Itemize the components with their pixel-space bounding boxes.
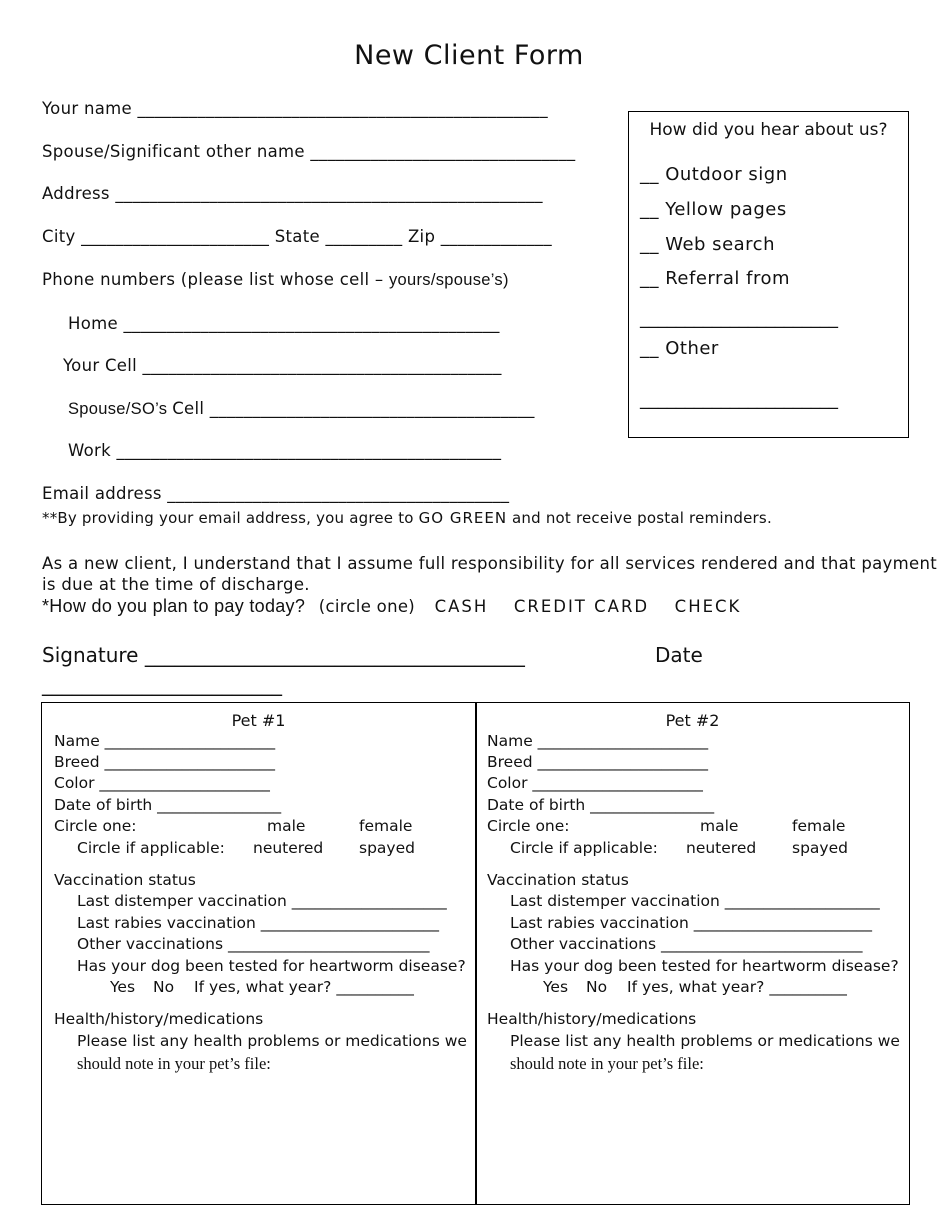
date-field[interactable]: ________________________ bbox=[42, 672, 282, 696]
date-label: Date bbox=[655, 643, 703, 667]
health-instructions: Please list any health problems or medications we bbox=[77, 1032, 467, 1050]
sex-option-female[interactable]: female bbox=[792, 817, 846, 835]
option-outdoor-sign[interactable]: __ Outdoor sign bbox=[640, 164, 788, 185]
state-field[interactable]: State _________ bbox=[274, 227, 403, 246]
health-instructions-2: should note in your pet’s file: bbox=[77, 1054, 271, 1073]
option-web-search[interactable]: __ Web search bbox=[640, 234, 775, 255]
circle-applicable-label: Circle if applicable: bbox=[77, 839, 225, 857]
pet-name-field[interactable]: Name ______________________ bbox=[54, 732, 276, 750]
payment-option-cash[interactable]: CASH bbox=[434, 597, 489, 616]
heartworm-no[interactable]: No bbox=[586, 978, 608, 996]
sex-option-male[interactable]: male bbox=[700, 817, 739, 835]
pet-dob-field[interactable]: Date of birth ________________ bbox=[54, 796, 282, 814]
option-neutered[interactable]: neutered bbox=[253, 839, 324, 857]
referral-blank[interactable]: ______________________ bbox=[640, 308, 838, 329]
hear-about-question: How did you hear about us? bbox=[649, 120, 888, 140]
heartworm-year-field[interactable]: If yes, what year? __________ bbox=[194, 978, 414, 996]
phone-numbers-heading bbox=[42, 270, 509, 290]
sex-option-female[interactable]: female bbox=[359, 817, 413, 835]
email-field[interactable]: Email address ________________________________________ bbox=[42, 484, 510, 503]
rabies-field[interactable]: Last rabies vaccination _______________________ bbox=[510, 914, 872, 932]
work-phone-field[interactable]: Work _____________________________________________ bbox=[68, 441, 502, 460]
option-referral[interactable]: __ Referral from bbox=[640, 268, 791, 289]
payment-row bbox=[42, 596, 741, 617]
pets-table bbox=[41, 702, 910, 1205]
spouse-cell-blank: Cell ______________________________________ bbox=[172, 399, 535, 418]
health-heading: Health/history/medications bbox=[487, 1010, 697, 1028]
home-phone-field[interactable]: Home ____________________________________________ bbox=[68, 314, 500, 333]
spouse-cell-label: Spouse/SO’s bbox=[68, 400, 173, 418]
health-instructions: Please list any health problems or medications we bbox=[510, 1032, 900, 1050]
pet-heading: Pet #2 bbox=[665, 711, 720, 730]
responsibility-line-1: As a new client, I understand that I assume full responsibility for all services rendered and that payment bbox=[42, 554, 937, 573]
option-yellow-pages[interactable]: __ Yellow pages bbox=[640, 199, 787, 220]
heartworm-question: Has your dog been tested for heartworm disease? bbox=[510, 957, 899, 975]
address-field[interactable]: Address __________________________________________________ bbox=[42, 184, 543, 203]
option-spayed[interactable]: spayed bbox=[792, 839, 848, 857]
health-heading: Health/history/medications bbox=[54, 1010, 264, 1028]
pet-dob-field[interactable]: Date of birth ________________ bbox=[487, 796, 715, 814]
option-neutered[interactable]: neutered bbox=[686, 839, 757, 857]
payment-instruction: (circle one) bbox=[318, 597, 416, 616]
phone-heading-text-tail: yours/spouse’s) bbox=[389, 271, 509, 289]
pet-1-panel bbox=[42, 703, 475, 1204]
circle-one-label: Circle one: bbox=[487, 817, 570, 835]
pet-2-panel bbox=[476, 703, 909, 1204]
vaccination-heading: Vaccination status bbox=[487, 871, 629, 889]
hear-about-us-box bbox=[628, 111, 909, 438]
heartworm-question: Has your dog been tested for heartworm disease? bbox=[77, 957, 466, 975]
spouse-cell-field[interactable] bbox=[68, 399, 535, 419]
other-vaccinations-field[interactable]: Other vaccinations __________________________ bbox=[77, 935, 430, 953]
email-note bbox=[42, 509, 772, 527]
circle-one-label: Circle one: bbox=[54, 817, 137, 835]
your-cell-field[interactable]: Your Cell __________________________________________ bbox=[63, 356, 502, 375]
pet-name-field[interactable]: Name ______________________ bbox=[487, 732, 709, 750]
your-name-field[interactable]: Your name ________________________________________________ bbox=[42, 99, 548, 118]
pet-breed-field[interactable]: Breed ______________________ bbox=[487, 753, 709, 771]
option-other[interactable]: __ Other bbox=[640, 338, 719, 359]
heartworm-no[interactable]: No bbox=[153, 978, 175, 996]
health-instructions-2: should note in your pet’s file: bbox=[510, 1054, 704, 1073]
heartworm-year-field[interactable]: If yes, what year? __________ bbox=[627, 978, 847, 996]
other-vaccinations-field[interactable]: Other vaccinations __________________________ bbox=[510, 935, 863, 953]
payment-question: *How do you plan to pay today? bbox=[42, 596, 306, 616]
phone-heading-text: Phone numbers (please list whose cell – bbox=[42, 270, 389, 289]
rabies-field[interactable]: Last rabies vaccination _______________________ bbox=[77, 914, 439, 932]
heartworm-yes[interactable]: Yes bbox=[110, 978, 136, 996]
email-note-text: **By providing your email address, you agree to bbox=[42, 509, 419, 527]
spouse-name-field[interactable]: Spouse/Significant other name _______________________________ bbox=[42, 142, 576, 161]
form-title: New Client Form bbox=[354, 40, 584, 71]
circle-applicable-label: Circle if applicable: bbox=[510, 839, 658, 857]
option-spayed[interactable]: spayed bbox=[359, 839, 415, 857]
pet-breed-field[interactable]: Breed ______________________ bbox=[54, 753, 276, 771]
heartworm-yes[interactable]: Yes bbox=[543, 978, 569, 996]
signature-field[interactable]: Signature ______________________________________ bbox=[42, 643, 525, 667]
pet-color-field[interactable]: Color ______________________ bbox=[54, 774, 270, 792]
responsibility-line-2: is due at the time of discharge. bbox=[42, 575, 310, 594]
go-green-text: GO GREEN bbox=[418, 509, 508, 527]
email-note-tail: and not receive postal reminders. bbox=[507, 509, 772, 527]
payment-option-check[interactable]: CHECK bbox=[674, 597, 742, 616]
distemper-field[interactable]: Last distemper vaccination ____________________ bbox=[77, 892, 447, 910]
payment-option-credit-card[interactable]: CREDIT CARD bbox=[513, 597, 650, 616]
other-blank[interactable]: ______________________ bbox=[640, 389, 838, 410]
city-state-zip-row bbox=[42, 227, 552, 246]
vaccination-heading: Vaccination status bbox=[54, 871, 196, 889]
sex-option-male[interactable]: male bbox=[267, 817, 306, 835]
distemper-field[interactable]: Last distemper vaccination ____________________ bbox=[510, 892, 880, 910]
pet-heading: Pet #1 bbox=[231, 711, 286, 730]
zip-field[interactable]: Zip _____________ bbox=[407, 227, 552, 246]
city-field[interactable]: City ______________________ bbox=[42, 227, 270, 246]
pet-color-field[interactable]: Color ______________________ bbox=[487, 774, 703, 792]
